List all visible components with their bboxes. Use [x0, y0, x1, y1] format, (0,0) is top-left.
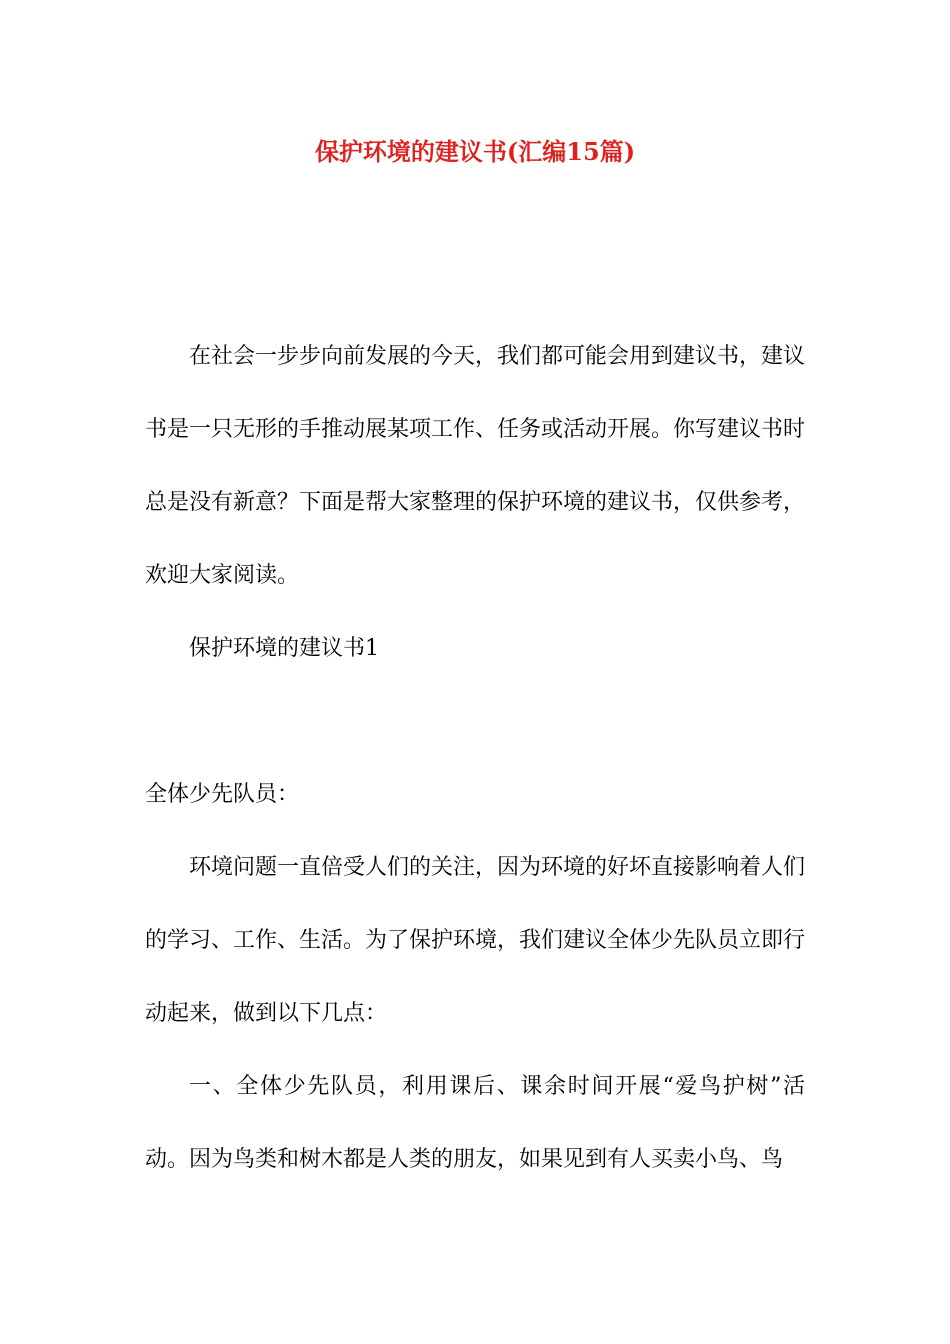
intro-paragraph: 在社会一步步向前发展的今天，我们都可能会用到建议书，建议书是一只无形的手推动展某项工作、任务或活动开展。你写建议书时总是没有新意？下面是帮大家整理的保护环境的建议书，仅供参考，欢迎大家阅读。: [145, 344, 806, 588]
body-paragraph-1: 环境问题一直倍受人们的关注，因为环境的好坏直接影响着人们的学习、工作、生活。为了保护环境，我们建议全体少先队员立即行动起来，做到以下几点：: [145, 855, 806, 1026]
salutation: 全体少先队员：: [145, 782, 300, 807]
document-title: 保护环境的建议书(汇编15篇): [314, 137, 636, 166]
blank-line: [145, 685, 805, 758]
body-paragraph-2: 一、全体少先队员，利用课后、课余时间开展“爱鸟护树”活动。因为鸟类和树木都是人类的朋友，如果见到有人买卖小鸟、鸟: [145, 1074, 805, 1172]
document-body: [145, 320, 805, 1196]
section-heading: 保护环境的建议书1: [189, 636, 379, 661]
